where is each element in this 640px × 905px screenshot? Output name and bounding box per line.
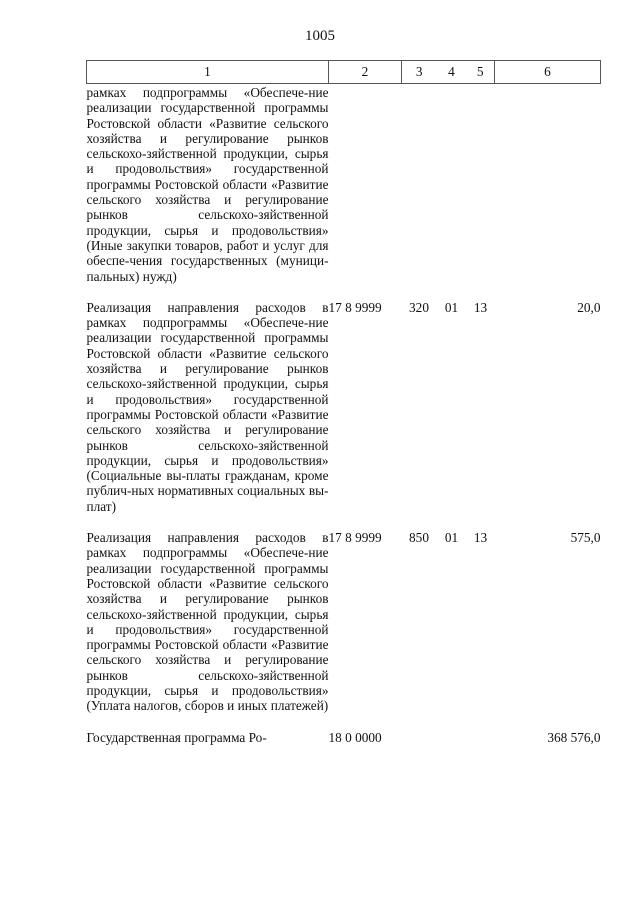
column-header-3: 3: [402, 61, 437, 84]
column-header-5: 5: [467, 61, 495, 84]
row-expense-type: [402, 730, 437, 761]
column-header-1: 1: [87, 61, 329, 84]
row-section: 01: [444, 299, 459, 315]
row-subsection: [467, 730, 495, 761]
row-section: 01: [444, 530, 459, 546]
row-target-code: 17 8 9999: [328, 530, 382, 546]
row-amount: 575,0: [570, 530, 601, 546]
table-row: [87, 84, 601, 300]
row-subsection: [467, 84, 495, 300]
column-header-6: 6: [495, 61, 601, 84]
row-subsection: 13: [473, 530, 488, 546]
row-amount: [495, 84, 601, 300]
table-header-row: [87, 61, 601, 84]
row-target-code: 18 0 0000: [328, 729, 382, 745]
row-description: Государственная программа Ро-: [86, 729, 267, 745]
table-row: [87, 530, 601, 730]
table-row: [87, 300, 601, 530]
column-header-2: 2: [329, 61, 402, 84]
row-section: [437, 84, 467, 300]
row-expense-type: [402, 84, 437, 300]
page-number: 1005: [305, 28, 335, 44]
row-expense-type: 320: [409, 299, 429, 315]
row-subsection: 13: [473, 299, 488, 315]
row-description: рамках подпрограммы «Обеспече-ние реализации государственной программы Ростовской области «Развитие сельского хозяйства и регулирование рынков сельскохо-зяйственной продукции, сырья и продовольствия» государственной программы Ростовской области «Развитие сельского хозяйства и регулирование рынков сельскохо-зяйственной продукции, сырья и продовольствия» (Иные закупки товаров, работ и услуг для обеспе-чения государственных (муници-пальных) нужд): [86, 85, 329, 284]
row-description: Реализация направления расходов в рамках подпрограммы «Обеспече-ние реализации государственной программы Ростовской области «Развитие сельского хозяйства и регулирование рынков сельскохо-зяйственной продукции, сырья и продовольствия» государственной программы Ростовской области «Развитие сельского хозяйства и регулирование рынков сельскохо-зяйственной продукции, сырья и продовольствия» (Уплата налогов, сборов и иных платежей): [86, 530, 329, 714]
row-amount: 368 576,0: [547, 729, 601, 745]
row-section: [437, 730, 467, 761]
row-description: Реализация направления расходов в рамках подпрограммы «Обеспече-ние реализации государственной программы Ростовской области «Развитие сельского хозяйства и регулирование рынков сельскохо-зяйственной продукции, сырья и продовольствия» государственной программы Ростовской области «Развитие сельского хозяйства и регулирование рынков сельскохо-зяйственной продукции, сырья и продовольствия» (Социальные вы-платы гражданам, кроме публич-ных нормативных социальных вы-плат): [86, 299, 329, 514]
row-target-code: 17 8 9999: [328, 299, 382, 315]
budget-table: [86, 60, 601, 761]
table-row: [87, 730, 601, 761]
row-amount: 20,0: [577, 299, 601, 315]
row-expense-type: 850: [409, 530, 429, 546]
row-target-code: [329, 84, 402, 300]
column-header-4: 4: [437, 61, 467, 84]
